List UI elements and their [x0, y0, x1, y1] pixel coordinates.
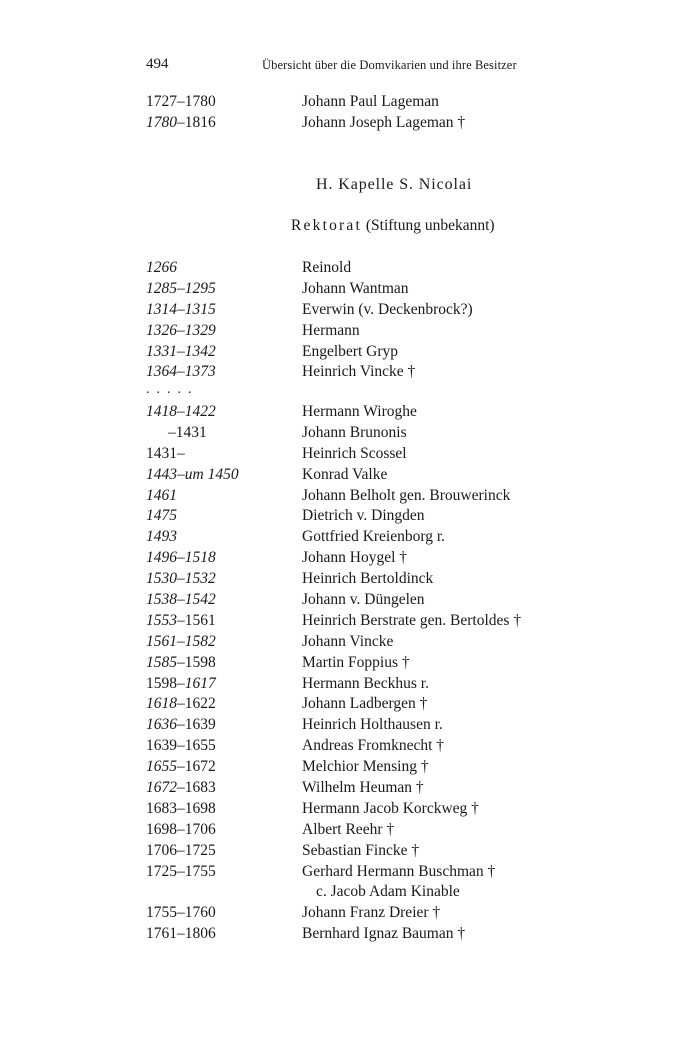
- entry-date: [146, 445, 185, 463]
- entry-name: Johann Hoygel †: [302, 549, 408, 567]
- subsection-title: [291, 217, 495, 235]
- list-item: [0, 466, 700, 487]
- entry-date: [146, 528, 177, 546]
- entry-date-part: 1618: [146, 695, 177, 713]
- entry-date-part: 1496–1518: [146, 549, 216, 567]
- list-item: [0, 549, 700, 570]
- list-item: [0, 570, 700, 591]
- list-item: [0, 280, 700, 301]
- list-item: [0, 114, 700, 135]
- entry-date: [146, 904, 216, 922]
- entry-name: Sebastian Fincke †: [302, 841, 420, 859]
- entry-date: [146, 114, 216, 132]
- entry-date: [146, 800, 216, 818]
- entry-date: [146, 280, 216, 298]
- entry-date-part: 1698–1706: [146, 820, 216, 838]
- list-item: [0, 716, 700, 737]
- entry-date-part: 1538–1542: [146, 591, 216, 609]
- entry-name: Johann Paul Lageman: [302, 93, 439, 110]
- list-item: [0, 445, 700, 466]
- entry-name: Gerhard Hermann Buschman †: [302, 862, 496, 880]
- list-item: [0, 800, 700, 821]
- entry-date-part: 1755–1760: [146, 904, 216, 922]
- entry-date-part: 1285–1295: [146, 279, 216, 297]
- entry-date: [146, 925, 216, 943]
- entry-date-part: 1617: [184, 674, 216, 692]
- entry-name: Reinold: [302, 259, 352, 276]
- list-item: [0, 904, 700, 925]
- entry-name: Konrad Valke: [302, 465, 388, 483]
- entry-date: [146, 675, 216, 693]
- list-item: [0, 737, 700, 758]
- list-item: [0, 633, 700, 654]
- entry-date: [146, 363, 216, 381]
- entry-date-part: 1314–1315: [146, 300, 216, 318]
- subsection-title-rest: (Stiftung unbekannt): [361, 217, 495, 234]
- entry-date: [146, 487, 177, 505]
- list-item: [0, 528, 700, 549]
- entry-list-early: [0, 259, 700, 384]
- list-item: [0, 322, 700, 343]
- entry-date: [146, 633, 216, 651]
- entry-name: Johann Brunonis: [302, 423, 407, 441]
- page-number: 494: [146, 56, 169, 72]
- list-item: [0, 863, 700, 884]
- entry-date-part: 1598–: [146, 674, 185, 692]
- entry-date-part: 1461: [146, 486, 177, 504]
- entry-name: Hermann Beckhus r.: [302, 674, 429, 692]
- entry-date: [146, 570, 216, 588]
- entry-date: [146, 842, 216, 860]
- entry-name: Dietrich v. Dingden: [302, 507, 425, 525]
- entry-date: [146, 591, 216, 609]
- entry-name: Hermann: [302, 321, 360, 339]
- entry-date-part: –1431: [168, 423, 207, 441]
- running-head: Übersicht über die Domvikarien und ihre Besitzer: [262, 58, 517, 72]
- entry-date-part: –1598: [177, 653, 216, 671]
- entry-date-part: 1655: [146, 758, 177, 776]
- entry-date-part: –1622: [177, 695, 216, 713]
- entry-date-part: 1761–1806: [146, 925, 216, 943]
- entry-date: [146, 301, 216, 319]
- entry-name: Johann Franz Dreier †: [302, 904, 441, 922]
- list-item: [0, 424, 700, 445]
- entry-name: Albert Reehr †: [302, 820, 395, 838]
- list-item: [0, 883, 700, 904]
- entry-name: Johann Ladbergen †: [302, 695, 428, 713]
- section-title: H. Kapelle S. Nicolai: [316, 176, 473, 193]
- list-item: [0, 403, 700, 424]
- entry-date-part: 1266: [146, 259, 177, 276]
- entry-name: Johann Wantman: [302, 279, 409, 297]
- entry-date-part: 1725–1755: [146, 862, 216, 880]
- entry-date: [146, 863, 216, 881]
- list-item: [0, 779, 700, 800]
- entry-date: [146, 322, 216, 340]
- entry-date-part: 1530–1532: [146, 570, 216, 588]
- entry-date: [146, 695, 216, 713]
- entry-date: [146, 507, 177, 525]
- ellipsis-marker: .....: [146, 382, 199, 397]
- list-item: [0, 842, 700, 863]
- entry-date: [146, 403, 216, 421]
- entry-name: Johann Belholt gen. Brouwerinck: [302, 486, 511, 504]
- entry-date: [146, 466, 239, 484]
- entry-date-part: 1585: [146, 653, 177, 671]
- entry-name: Heinrich Scossel: [302, 444, 407, 462]
- list-item: [0, 363, 700, 384]
- entry-date-part: 1431–: [146, 444, 185, 462]
- entry-name: Hermann Jacob Korckweg †: [302, 799, 479, 817]
- entry-name: Heinrich Bertoldinck: [302, 570, 434, 588]
- entry-name: Hermann Wiroghe: [302, 403, 417, 420]
- entry-name: Heinrich Berstrate gen. Bertoldes †: [302, 611, 522, 629]
- entry-date: [146, 343, 216, 361]
- entry-name: Johann Vincke: [302, 632, 394, 650]
- entry-name: Andreas Fromknecht †: [302, 737, 445, 755]
- top-entry-list: [0, 93, 700, 135]
- entry-date-part: 1364–1373: [146, 363, 216, 381]
- entry-date-part: 1553: [146, 611, 177, 629]
- entry-name: Engelbert Gryp: [302, 342, 398, 360]
- entry-date-part: 1418–1422: [146, 403, 216, 420]
- list-item: [0, 758, 700, 779]
- entry-name: Heinrich Holthausen r.: [302, 716, 443, 734]
- entry-date-part: 1475: [146, 507, 177, 525]
- entry-date-part: 1639–1655: [146, 737, 216, 755]
- entry-date-part: –1816: [177, 113, 216, 131]
- entry-date-part: 1443–um 1450: [146, 465, 239, 483]
- entry-date-part: 1780: [146, 113, 177, 131]
- entry-list-late: [0, 403, 700, 946]
- list-item: [0, 675, 700, 696]
- entry-date-part: 1561–1582: [146, 632, 216, 650]
- entry-date-part: 1326–1329: [146, 321, 216, 339]
- list-item: [0, 259, 700, 280]
- entry-date-part: 1727–1780: [146, 93, 216, 110]
- list-item: [0, 343, 700, 364]
- entry-date-part: 1683–1698: [146, 799, 216, 817]
- entry-date-part: 1493: [146, 528, 177, 546]
- list-item: [0, 925, 700, 946]
- entry-name: Johann Joseph Lageman †: [302, 113, 466, 131]
- list-item: [0, 821, 700, 842]
- list-item: [0, 654, 700, 675]
- entry-name: Everwin (v. Deckenbrock?): [302, 300, 473, 318]
- entry-date: [146, 779, 216, 797]
- entry-date-part: –1639: [177, 716, 216, 734]
- entry-date-part: 1706–1725: [146, 841, 216, 859]
- entry-name: Heinrich Vincke †: [302, 363, 416, 381]
- entry-date: [146, 93, 216, 111]
- entry-name: Johann v. Düngelen: [302, 591, 425, 609]
- list-item: [0, 591, 700, 612]
- entry-name: c. Jacob Adam Kinable: [316, 883, 460, 901]
- entry-date: [146, 654, 216, 672]
- entry-name: Gottfried Kreienborg r.: [302, 528, 446, 546]
- list-item: [0, 93, 700, 114]
- entry-name: Melchior Mensing †: [302, 758, 429, 776]
- entry-date: [146, 821, 216, 839]
- list-item: [0, 487, 700, 508]
- entry-date: [168, 424, 207, 442]
- subsection-title-spaced: Rektorat: [291, 217, 362, 234]
- list-item: [0, 695, 700, 716]
- entry-date-part: 1331–1342: [146, 342, 216, 360]
- entry-date-part: 1636: [146, 716, 177, 734]
- entry-name: Bernhard Ignaz Bauman †: [302, 925, 466, 943]
- entry-date: [146, 737, 216, 755]
- entry-date: [146, 612, 216, 630]
- entry-date: [146, 716, 216, 734]
- entry-date: [146, 758, 216, 776]
- entry-date-part: –1561: [177, 611, 216, 629]
- entry-date: [146, 259, 177, 277]
- entry-date-part: –1672: [177, 758, 216, 776]
- list-item: [0, 507, 700, 528]
- entry-name: Wilhelm Heuman †: [302, 779, 424, 797]
- entry-date-part: –1683: [177, 779, 216, 797]
- entry-date: [146, 549, 216, 567]
- list-item: [0, 612, 700, 633]
- list-item: [0, 301, 700, 322]
- entry-name: Martin Foppius †: [302, 653, 410, 671]
- entry-date-part: 1672: [146, 779, 177, 797]
